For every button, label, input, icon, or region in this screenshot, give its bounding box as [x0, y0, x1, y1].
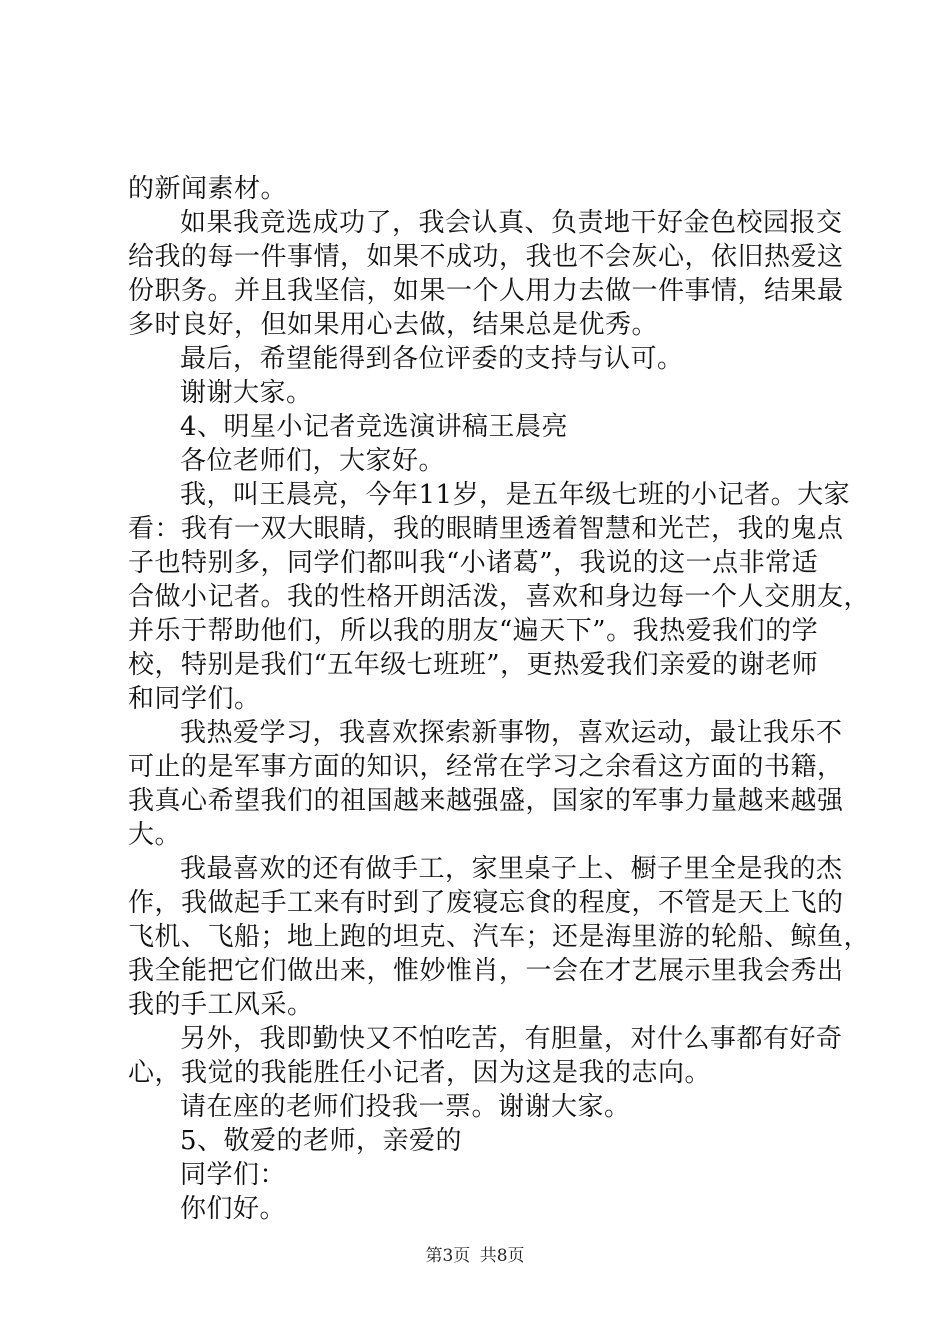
text-line: 你们好。 — [180, 1194, 287, 1224]
text-line: 作，我做起手工来有时到了废寝忘食的程度，不管是天上飞的 — [128, 888, 844, 918]
text-line: 谢谢大家。 — [180, 378, 313, 408]
text-line: 和同学们。 — [128, 684, 261, 714]
text-line: 看：我有一双大眼睛，我的眼睛里透着智慧和光芒，我的鬼点 — [128, 514, 844, 544]
text-line: 份职务。并且我坚信，如果一个人用力去做一件事情，结果最 — [128, 276, 844, 306]
text-line: 给我的每一件事情，如果不成功，我也不会灰心，依旧热爱这 — [128, 242, 844, 272]
text-line: 另外，我即勤快又不怕吃苦，有胆量，对什么事都有好奇 — [180, 1024, 843, 1054]
page-total: 共8页 — [479, 1246, 525, 1266]
text-line: 我全能把它们做出来，惟妙惟肖，一会在才艺展示里我会秀出 — [128, 956, 844, 986]
text-line: 并乐于帮助他们，所以我的朋友“遍天下”。我热爱我们的学 — [128, 616, 819, 646]
page-footer — [0, 1244, 950, 1268]
section-heading: 5、敬爱的老师，亲爱的 — [180, 1126, 463, 1156]
text-line: 请在座的老师们投我一票。谢谢大家。 — [180, 1092, 631, 1122]
page-number: 第3页 — [425, 1246, 471, 1266]
text-line: 大。 — [128, 820, 182, 850]
text-line: 各位老师们，大家好。 — [180, 446, 446, 476]
text-line: 我真心希望我们的祖国越来越强盛，国家的军事力量越来越强 — [128, 786, 844, 816]
text-line: 校，特别是我们“五年级七班班”，更热爱我们亲爱的谢老师 — [128, 650, 819, 680]
text-line: 子也特别多，同学们都叫我“小诸葛”，我说的这一点非常适 — [128, 548, 819, 578]
text-line: 如果我竞选成功了，我会认真、负责地干好金色校园报交 — [180, 208, 843, 238]
text-line: 同学们： — [180, 1160, 287, 1190]
text-line: 合做小记者。我的性格开朗活泼，喜欢和身边每一个人交朋友， — [128, 582, 871, 612]
text-line: 我，叫王晨亮，今年11岁，是五年级七班的小记者。大家 — [180, 480, 851, 510]
section-heading: 4、明星小记者竞选演讲稿王晨亮 — [180, 412, 569, 442]
text-line: 我热爱学习，我喜欢探索新事物，喜欢运动，最让我乐不 — [180, 718, 843, 748]
text-line: 多时良好，但如果用心去做，结果总是优秀。 — [128, 310, 659, 340]
text-line: 飞机、飞船；地上跑的坦克、汽车；还是海里游的轮船、鲸鱼， — [128, 922, 871, 952]
text-line: 最后，希望能得到各位评委的支持与认可。 — [180, 344, 684, 374]
text-line: 心，我觉的我能胜任小记者，因为这是我的志向。 — [128, 1058, 712, 1088]
text-line: 的新闻素材。 — [128, 174, 288, 204]
text-line: 可止的是军事方面的知识，经常在学习之余看这方面的书籍， — [128, 752, 844, 782]
text-line: 我的手工风采。 — [128, 990, 314, 1020]
text-line: 我最喜欢的还有做手工，家里桌子上、橱子里全是我的杰 — [180, 854, 843, 884]
